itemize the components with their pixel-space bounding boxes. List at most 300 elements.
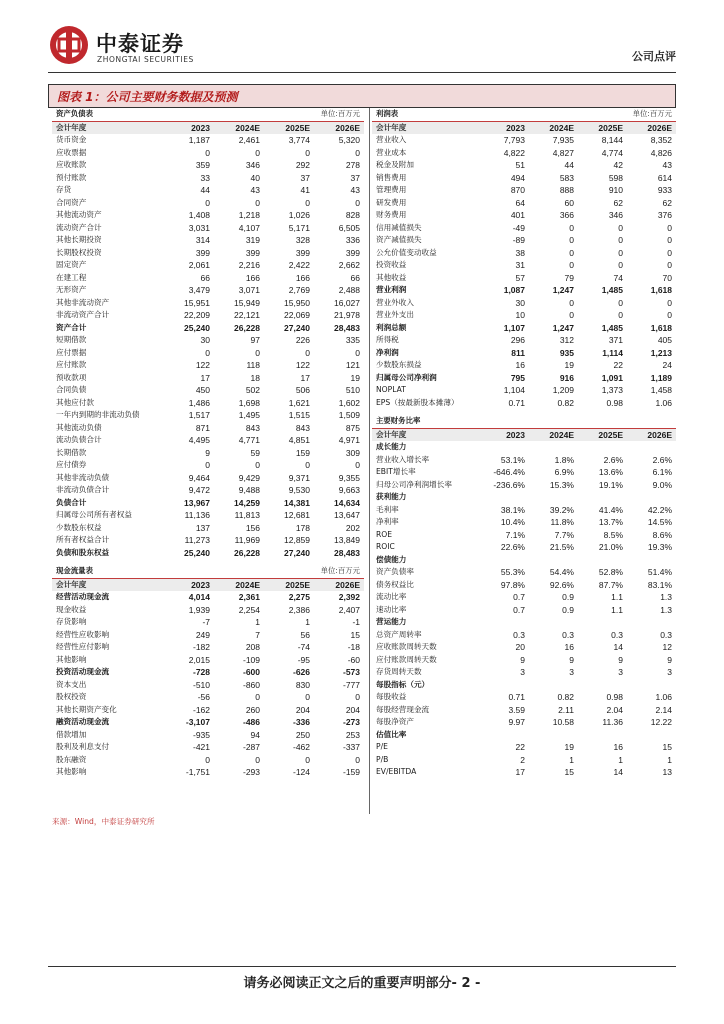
row-value: 1 <box>305 617 310 627</box>
row-value: 122 <box>295 360 310 370</box>
row-value: 309 <box>345 447 361 458</box>
row-value: 8.6% <box>652 529 673 540</box>
row-label: 其他收益 <box>376 272 407 282</box>
row-label: 投资活动现金流 <box>56 667 110 676</box>
row-label: 其他长期投资 <box>56 235 102 244</box>
row-value: 598 <box>608 172 623 183</box>
row-label: 其他影响 <box>56 654 87 664</box>
row-label: 每股收益 <box>376 692 407 701</box>
row-value: 875 <box>345 422 361 433</box>
row-value: 359 <box>195 160 210 170</box>
row-value: 6.9% <box>554 467 574 477</box>
column-divider <box>369 108 370 814</box>
row-value: 19 <box>350 372 361 383</box>
row-value: 10.4% <box>500 517 525 527</box>
row-value: 13.6% <box>598 467 623 477</box>
table-row <box>372 754 676 767</box>
row-label: 资产减值损失 <box>376 235 422 244</box>
row-value: 4,495 <box>188 435 210 445</box>
row-value: 9 <box>618 654 623 665</box>
row-value: 31 <box>515 260 525 270</box>
table-row <box>52 159 364 172</box>
row-value: -728 <box>192 667 210 677</box>
table-row <box>372 359 676 372</box>
row-value: 0 <box>255 754 260 765</box>
row-value: 60 <box>564 197 574 208</box>
unit-label: 单位:百万元 <box>264 108 364 121</box>
row-value: 0 <box>618 235 623 245</box>
row-value: 11,969 <box>234 535 260 545</box>
row-value: 18 <box>250 372 260 383</box>
row-value: 1,104 <box>503 385 525 395</box>
row-value: 871 <box>195 422 210 433</box>
table-row <box>372 766 676 779</box>
row-value: 97 <box>250 335 260 345</box>
row-value: 25,240 <box>184 322 210 333</box>
table-row <box>372 222 676 235</box>
table-title: 主要财务比率 <box>372 415 480 428</box>
row-value: 2,254 <box>238 604 260 615</box>
row-value: 9 <box>569 654 574 665</box>
row-value: 1.1 <box>611 604 623 615</box>
row-value: 226 <box>295 335 310 345</box>
table-row <box>52 616 364 629</box>
row-value: 2.11 <box>558 704 574 715</box>
row-value: 0 <box>618 260 623 270</box>
row-label: 应收账款 <box>56 160 87 169</box>
section-title: 获利能力 <box>376 492 407 501</box>
zhongtai-logo-icon <box>48 24 90 66</box>
row-value: -337 <box>343 742 361 752</box>
row-value: 51 <box>515 160 525 170</box>
row-value: 366 <box>559 210 574 220</box>
row-value: 0 <box>667 247 673 258</box>
row-value: 4,774 <box>601 147 623 158</box>
table-row <box>52 447 364 460</box>
row-value: 27,240 <box>284 322 310 333</box>
row-value: 0 <box>667 260 673 270</box>
spacer-cell <box>164 108 264 121</box>
row-label: 在建工程 <box>56 272 87 282</box>
row-value: 2 <box>520 754 525 765</box>
row-value: 3,031 <box>188 222 210 233</box>
row-value: 2,662 <box>338 260 361 270</box>
row-label: 营业成本 <box>376 147 407 157</box>
row-value: 1,187 <box>188 135 210 145</box>
column-header: 2026E <box>314 578 364 591</box>
section-title: 偿债能力 <box>376 554 407 564</box>
table-row <box>372 466 676 479</box>
row-value: -3,107 <box>185 717 210 727</box>
row-value: 1 <box>569 754 574 765</box>
row-label: EV/EBITDA <box>376 767 417 776</box>
row-value: 0 <box>618 222 623 233</box>
row-value: 118 <box>246 360 260 370</box>
row-value: 1 <box>667 754 673 765</box>
row-value: 9 <box>205 447 210 458</box>
row-label: 其他流动资产 <box>56 210 102 219</box>
column-header: 会计年度 <box>372 428 480 441</box>
table-row <box>52 284 364 297</box>
row-value: 16 <box>564 642 574 652</box>
row-value: 3 <box>667 667 673 677</box>
row-value: -600 <box>242 667 260 677</box>
row-value: 3 <box>569 667 574 677</box>
row-value: 3.59 <box>508 704 525 715</box>
table-row <box>372 159 676 172</box>
row-value: 0.3 <box>562 629 574 640</box>
row-value: 916 <box>559 372 574 383</box>
table-row <box>52 259 364 272</box>
row-value: 319 <box>245 235 260 245</box>
row-value: -60 <box>347 654 361 665</box>
row-value: 0.82 <box>557 397 574 408</box>
row-value: 38.1% <box>500 504 525 515</box>
right-financial-table <box>372 108 676 779</box>
row-value: 0.98 <box>606 397 623 408</box>
row-value: -236.6% <box>493 479 525 490</box>
row-label: 归属母公司净利润 <box>376 372 437 382</box>
row-value: 62 <box>613 197 623 208</box>
row-value: 41 <box>300 185 310 195</box>
table-row <box>372 716 676 729</box>
row-value: 795 <box>510 372 525 383</box>
table-row <box>52 691 364 704</box>
row-value: 0 <box>569 297 574 308</box>
row-value: -336 <box>292 717 310 727</box>
row-value: 830 <box>295 679 310 690</box>
row-value: 2.14 <box>655 704 673 715</box>
row-value: 27,240 <box>284 547 310 558</box>
row-value: 0.71 <box>508 397 525 408</box>
table-row <box>372 384 676 397</box>
row-value: -95 <box>297 654 310 665</box>
table-row <box>52 372 364 385</box>
row-label: 合同负债 <box>56 385 87 394</box>
row-value: 0 <box>205 754 210 765</box>
row-value: 37 <box>300 172 310 183</box>
table-row <box>52 654 364 667</box>
row-label: 流动比率 <box>376 592 407 601</box>
table-row <box>372 579 676 592</box>
left-financial-table <box>52 108 364 779</box>
row-value: -7 <box>202 617 210 627</box>
row-label: 应付票据 <box>56 347 87 357</box>
row-value: 0 <box>205 147 210 158</box>
row-value: -462 <box>292 742 310 752</box>
row-value: 20 <box>515 642 525 652</box>
row-value: 0 <box>618 297 623 308</box>
row-value: 7,793 <box>503 135 525 145</box>
row-value: 0 <box>667 222 673 233</box>
row-value: 0 <box>569 310 574 320</box>
row-label: 净利润 <box>376 347 399 357</box>
row-label: 预付账款 <box>56 172 87 182</box>
row-label: 应收票据 <box>56 147 87 157</box>
row-value: 0 <box>255 460 260 470</box>
row-value: 0.3 <box>660 629 673 640</box>
column-header: 2023 <box>480 121 529 134</box>
row-value: 43 <box>662 160 673 170</box>
table-row <box>52 716 364 729</box>
row-value: 292 <box>295 160 310 170</box>
row-value: 0 <box>305 347 310 358</box>
row-label: ROE <box>376 529 393 539</box>
row-value: 0 <box>569 247 574 258</box>
column-header: 会计年度 <box>372 121 480 134</box>
row-value: 87.7% <box>598 579 623 590</box>
row-label: 现金收益 <box>56 604 87 614</box>
row-value: 2.04 <box>606 704 623 715</box>
figure-title: 图表 1：公司主要财务数据及预测 <box>57 90 238 104</box>
row-value: 1,698 <box>238 397 260 408</box>
row-value: 2,216 <box>238 260 260 270</box>
row-value: 3,071 <box>238 285 260 295</box>
table-row <box>372 566 676 579</box>
table-row <box>372 541 676 554</box>
row-value: 22 <box>613 360 623 370</box>
table-row <box>52 641 364 654</box>
row-value: 12.22 <box>650 717 673 727</box>
row-value: 888 <box>559 185 574 195</box>
row-value: 0 <box>255 347 260 358</box>
row-label: 税金及附加 <box>376 160 414 169</box>
row-value: 15 <box>662 742 673 752</box>
row-value: 1,408 <box>188 210 210 220</box>
column-header: 会计年度 <box>52 578 164 591</box>
table-row <box>52 434 364 447</box>
row-value: 0.9 <box>562 592 574 602</box>
row-value: 0 <box>305 197 310 208</box>
row-value: 13.7% <box>598 517 623 527</box>
row-value: 202 <box>345 522 361 533</box>
row-value: 4,826 <box>650 147 673 158</box>
table-row <box>52 497 364 510</box>
row-value: 0 <box>205 460 210 470</box>
row-value: -273 <box>343 717 361 727</box>
row-value: 92.6% <box>549 579 574 590</box>
column-header: 2024E <box>214 121 264 134</box>
row-label: EPS（按最新股本摊薄） <box>376 397 459 407</box>
row-value: 253 <box>345 729 361 740</box>
row-label: 研发费用 <box>376 197 407 207</box>
row-value: 79 <box>564 272 574 283</box>
row-value: 94 <box>250 729 260 740</box>
row-value: -935 <box>192 729 210 740</box>
row-value: 15 <box>350 629 361 640</box>
row-label: 管理费用 <box>376 185 407 194</box>
row-value: -510 <box>192 679 210 690</box>
row-label: 固定资产 <box>56 260 87 269</box>
column-header: 2023 <box>164 121 214 134</box>
row-label: 合同资产 <box>56 197 87 207</box>
row-label: 资产合计 <box>56 322 87 332</box>
row-value: 70 <box>662 272 673 283</box>
row-label: 流动资产合计 <box>56 222 102 232</box>
row-label: 每股净资产 <box>376 717 414 726</box>
row-value: 10.58 <box>552 717 574 727</box>
row-label: 其他长期资产变化 <box>56 704 117 714</box>
row-value: 1.8% <box>554 454 574 465</box>
row-value: 4,827 <box>552 147 574 158</box>
column-header: 2024E <box>529 121 578 134</box>
table-row <box>372 309 676 322</box>
table-row <box>52 234 364 247</box>
table-row <box>52 472 364 485</box>
row-value: 371 <box>608 335 623 345</box>
row-label: 存货影响 <box>56 617 87 626</box>
row-value: 22,069 <box>284 310 310 320</box>
row-value: 14.5% <box>647 517 673 527</box>
row-value: 1,515 <box>288 410 310 420</box>
row-value: 56 <box>300 629 310 640</box>
column-header: 会计年度 <box>52 121 164 134</box>
row-value: 7.7% <box>554 529 574 540</box>
row-label: 其他非流动负债 <box>56 472 110 482</box>
row-value: 1,247 <box>552 322 574 333</box>
row-value: 2,361 <box>238 592 260 602</box>
table-row <box>372 654 676 667</box>
row-value: -486 <box>242 717 260 727</box>
row-value: 1.3 <box>660 592 673 602</box>
row-value: 11,813 <box>234 510 260 520</box>
row-value: 0 <box>667 297 673 308</box>
table-row <box>52 591 364 604</box>
row-value: 0 <box>305 692 310 702</box>
row-label: 长期借款 <box>56 447 87 457</box>
row-value: 0 <box>618 310 623 320</box>
row-value: 166 <box>295 272 310 283</box>
row-value: 811 <box>511 347 525 358</box>
row-value: -626 <box>292 667 310 677</box>
table-row <box>372 591 676 604</box>
row-label: 营业收入 <box>376 135 407 144</box>
row-value: 159 <box>295 447 310 458</box>
row-value: 0.82 <box>557 692 574 702</box>
row-value: 0 <box>355 692 361 702</box>
row-label: 经营性应收影响 <box>56 629 110 639</box>
table-row <box>52 409 364 422</box>
row-label: 一年内到期的非流动负债 <box>56 410 140 419</box>
row-value: 0.7 <box>513 604 525 615</box>
column-header: 2025E <box>578 121 627 134</box>
row-label: 营业收入增长率 <box>376 454 430 464</box>
row-value: 15,950 <box>284 297 310 308</box>
row-value: 9 <box>520 654 525 665</box>
table-row <box>372 666 676 679</box>
ratio-section-header <box>372 441 676 454</box>
row-value: 1,618 <box>650 285 673 295</box>
table-row <box>372 297 676 310</box>
row-value: 1,091 <box>601 372 623 383</box>
row-value: 450 <box>195 385 210 395</box>
row-value: 9,663 <box>338 485 361 495</box>
row-value: 1,247 <box>552 285 574 295</box>
row-label: 少数股东权益 <box>56 522 102 532</box>
section-title: 估值比率 <box>376 729 407 739</box>
row-value: 12,859 <box>284 535 310 545</box>
row-value: 278 <box>345 160 361 170</box>
row-value: 0 <box>355 460 361 470</box>
row-value: 12,681 <box>284 510 310 520</box>
table-row <box>372 284 676 297</box>
column-header: 2024E <box>214 578 264 591</box>
row-value: 66 <box>200 272 210 283</box>
page-header <box>48 24 676 68</box>
row-value: 11,273 <box>184 535 210 545</box>
row-value: 28,483 <box>334 322 361 333</box>
row-value: 0 <box>355 347 361 358</box>
row-label: 营业外支出 <box>376 310 414 319</box>
row-value: 5,320 <box>338 135 361 145</box>
row-value: 0 <box>205 347 210 358</box>
row-value: 62 <box>662 197 673 208</box>
spacer-cell <box>480 415 676 428</box>
table-title-row <box>372 415 676 428</box>
row-value: 4,822 <box>503 147 525 158</box>
row-label: 其他应付款 <box>56 397 94 407</box>
column-header: 2025E <box>578 428 627 441</box>
row-label: 存货 <box>56 185 72 194</box>
table-row <box>52 384 364 397</box>
row-value: 0 <box>355 147 361 158</box>
row-value: 14 <box>613 642 623 652</box>
spacer-cell <box>164 565 264 578</box>
figure-title-bar <box>48 84 676 108</box>
row-value: 59 <box>250 447 260 458</box>
table-row <box>372 334 676 347</box>
row-label: 短期借款 <box>56 335 87 344</box>
row-value: 14,259 <box>234 497 260 508</box>
spacer-cell <box>480 108 578 121</box>
row-value: 2,015 <box>188 654 210 665</box>
table-row <box>52 741 364 754</box>
table-title-row <box>372 108 676 121</box>
row-label: 营业利润 <box>376 285 407 294</box>
row-value: 17 <box>300 372 310 383</box>
table-row <box>52 534 364 547</box>
row-value: 19.1% <box>598 479 623 490</box>
row-value: 0 <box>305 147 310 158</box>
row-value: 8.5% <box>603 529 623 540</box>
row-value: 97.8% <box>500 579 525 590</box>
row-value: 1,602 <box>338 397 361 408</box>
row-value: 1,087 <box>503 285 525 295</box>
row-value: 6.1% <box>652 467 673 477</box>
row-value: 250 <box>295 729 310 740</box>
row-value: 0.3 <box>611 629 623 640</box>
row-value: -1 <box>352 617 361 627</box>
row-value: 44 <box>200 185 210 195</box>
table-row <box>52 297 364 310</box>
row-value: 42.2% <box>647 504 673 515</box>
row-value: 9,355 <box>338 472 361 483</box>
table-row <box>52 272 364 285</box>
table-row <box>372 247 676 260</box>
row-value: 17 <box>515 767 525 777</box>
row-value: 1,618 <box>650 322 673 333</box>
row-value: 843 <box>245 422 260 433</box>
row-label: 销售费用 <box>376 172 407 182</box>
row-value: 64 <box>515 197 525 208</box>
row-value: 21.0% <box>598 542 623 552</box>
row-value: 0 <box>355 197 361 208</box>
table-row <box>52 209 364 222</box>
row-value: 614 <box>657 172 673 183</box>
row-label: 债务权益比 <box>376 579 414 589</box>
row-label: 信用减值损失 <box>376 222 422 232</box>
row-label: 公允价值变动收益 <box>376 247 437 257</box>
